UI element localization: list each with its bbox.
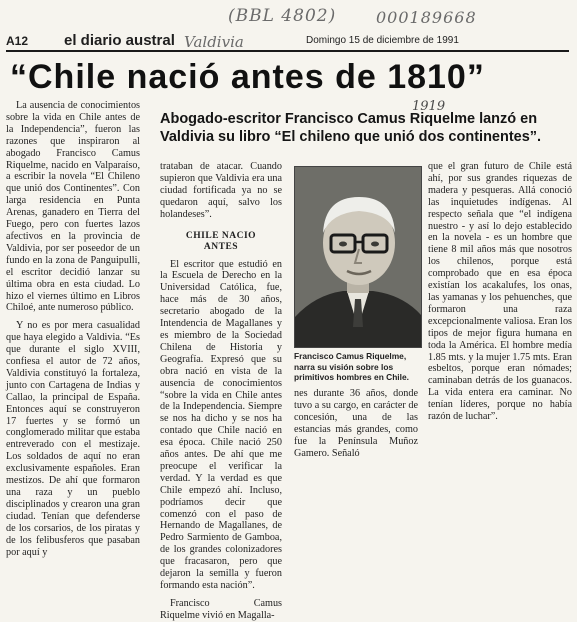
article-column-1 bbox=[6, 100, 140, 600]
archive-stamp: (BBL 4802) bbox=[228, 6, 337, 26]
paragraph: Francisco Camus Riquelme vivió en Magalla- bbox=[160, 597, 282, 621]
newspaper-name: el diario austral bbox=[64, 32, 175, 49]
article-column-3 bbox=[294, 388, 418, 498]
paragraph: trataban de atacar. Cuando supieron que Valdivia era una ciudad fortificada ya no se quedaron aquí, salvo los holandeses”. bbox=[160, 161, 282, 220]
portrait-figure bbox=[295, 167, 421, 347]
headline: “Chile nació antes de 1810” bbox=[10, 58, 485, 96]
subtitle-line-2: ANTES bbox=[203, 241, 239, 252]
article-column-2 bbox=[160, 161, 282, 621]
subtitle-line-1: CHILE NACIO bbox=[185, 230, 257, 241]
photo-caption: Francisco Camus Riquelme, narra su visión sobre los primitivos hombres en Chile. bbox=[294, 351, 409, 382]
archive-code: 000189668 bbox=[376, 8, 477, 27]
section-subtitle bbox=[160, 231, 282, 253]
paragraph: Y no es por mera casualidad que haya elegido a Valdivia. “Es que durante el siglo XVIII, confiesa el autor de 72 años, Valdivia constituyó la fortaleza, junto con Cartagena de Indias y Callao, la principal de España. Entonces aquí se construyeron 17 fuertes y se formó un conglomerado militar que estaba entreverado con el mestizaje. Los soldados de aquí no eran exclusivamente españoles. Eran mestizos. De ahí que formaron una raza y un pueblo disciplinados y crearon una gran ciudad. Tenían que defenderse de los corsarios, de los piratas y de los felibusferos que pasaban por aquí y bbox=[6, 320, 140, 558]
author-photo bbox=[294, 166, 422, 348]
handwritten-city-note: Valdivia bbox=[184, 33, 244, 51]
article-column-4 bbox=[428, 161, 572, 441]
paragraph: nes durante 36 años, donde tuvo a su cargo, en carácter de concesión, una de las estancias más grandes, como fue la Península Muñoz Gamero. Señaló bbox=[294, 388, 418, 459]
subheadline: Abogado-escritor Francisco Camus Riquelme lanzó en Valdivia su libro “El chileno que unió dos continentes”. bbox=[160, 111, 542, 145]
paragraph: que el gran futuro de Chile está ahí, por sus grandes riquezas de madera y pesqueras. Allá conoció las inquietudes indígenas. Al respecto señala que “el indígena nuestro - y así lo dejo establecido en la novela - es un hombre que tiene 8 mil años más que nosotros los chilenos, porque está comprobado que en esa época existían los acakalufes, los onas, las yamanas y los pehuenches, que formaron una raza excepcionalmente valiosa. Eran los tipos de mejor figura humana en toda la América. El hombre medía 1.85 mts. y la mujer 1.75 mts. Eran esbeltos, porque eran nómades; caminaban detrás de los guanacos. La vida entera era caminar. No tenían líderes, porque no había razón de luchar”. bbox=[428, 161, 572, 423]
publication-date: Domingo 15 de diciembre de 1991 bbox=[306, 35, 459, 46]
page-number: A12 bbox=[6, 34, 29, 48]
paragraph: La ausencia de conocimientos sobre la vida en Chile antes de la Independencia”, fueron las razones que inspiraron al abogado Francisco Camus Riquelme, nacido en Valparaíso, a escribir la novela “El Chileno que unió dos Continentes”. Con larga residencia en Punta Arenas, ganadero en Tierra del Fuego, pero con fuertes lazos afectivos en la provincia de Valdivia, por ser poseedor de un fundo en la zona de Panguipulli, el escritor decidió lanzar su última obra en esta ciudad. Lo hizo el viernes último en Libros Chiloé, ante numeroso público. bbox=[6, 100, 140, 314]
masthead bbox=[6, 34, 569, 52]
paragraph: El escritor que estudió en la Escuela de Derecho en la Universidad Católica, fue, hace más de 30 años, secretario abogado de la Intendencia de Magallanes y es miembro de la Sociedad Chilena de Historia y Geografía. Expresó que su obra nació en vista de la ausencia de conocimientos “sobre la vida en Chile antes de la Independencia. Siempre se nos ha dicho y se nos ha contado que Chile nació en esa época. Chile nació 250 años antes. De ahí que me preocupe el verificar la verdad. Y la verdad es que Chile empezó ahí. Incluso, podríamos decir que comenzó con el paso de Hernando de Magallanes, de Pedro Sarmiento de Gamboa, de los grandes colonizadores que fracasaron, pero que dejaron la semilla y fueron formando esta nación”. bbox=[160, 258, 282, 591]
handwritten-year-note: 1919 bbox=[412, 99, 446, 114]
